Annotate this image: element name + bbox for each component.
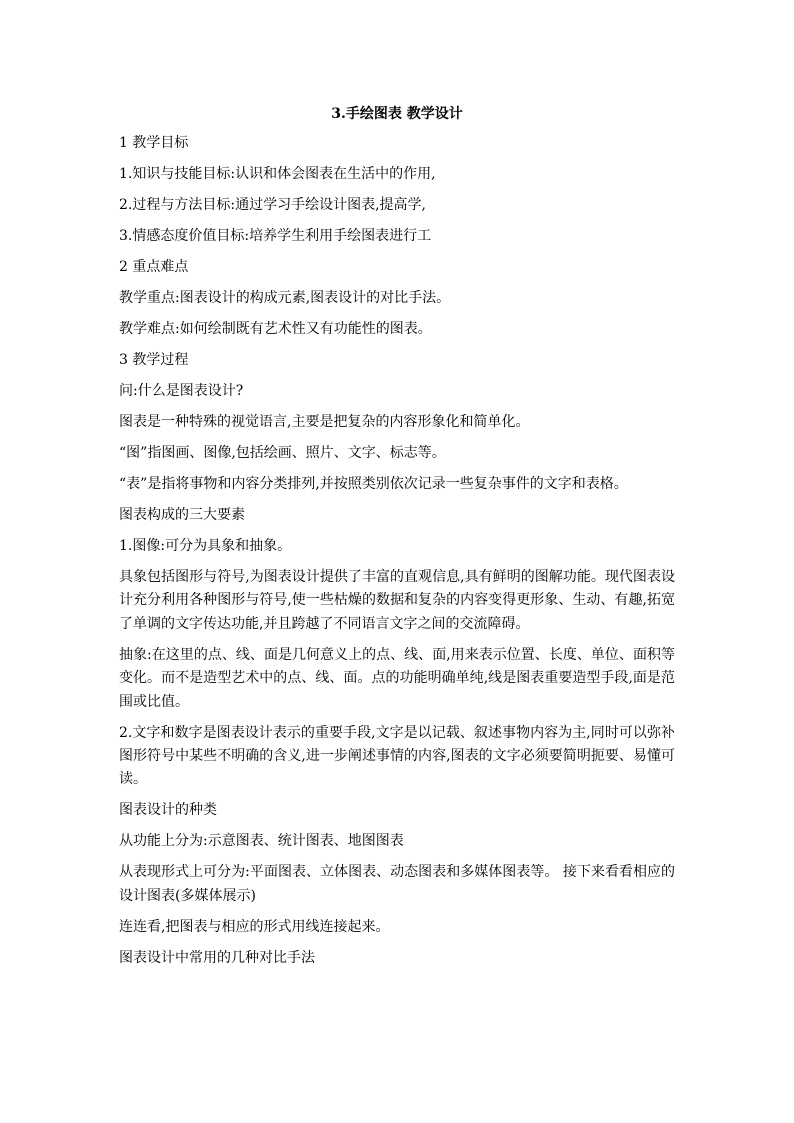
paragraph-concrete: 具象包括图形与符号,为图表设计提供了丰富的直观信息,具有鲜明的图解功能。现代图表设计充分利用各种图形与符号,使一些枯燥的数据和复杂的内容变得更形象、生动、有趣,拓宽了单调的文字传达功能,并且跨越了不同语言文字之间的交流障碍。 [119,569,675,632]
section-heading-process: 3 教学过程 [119,352,189,368]
paragraph-objective-knowledge: 1.知识与技能目标:认识和体会图表在生活中的作用, [119,166,436,182]
paragraph-question: 问:什么是图表设计? [119,383,244,399]
paragraph-matching-activity: 连连看,把图表与相应的形式用线连接起来。 [119,918,390,935]
section-heading-key-points: 2 重点难点 [119,259,189,275]
paragraph-abstract: 抽象:在这里的点、线、面是几何意义上的点、线、面,用来表示位置、长度、单位、面积等变化。而不是造型艺术中的点、线、面。点的功能明确单纯,线是图表重要造型手段,面是范围或比值。 [119,646,675,710]
paragraph-difficult-point: 教学难点:如何绘制既有艺术性又有功能性的图表。 [119,321,432,337]
paragraph-function-types: 从功能上分为:示意图表、统计图表、地图图表 [119,833,404,850]
document-page [119,104,675,978]
section-heading-objectives: 1 教学目标 [119,135,189,151]
section-heading-contrast-methods: 图表设计中常用的几种对比手法 [119,949,315,966]
paragraph-objective-process: 2.过程与方法目标:通过学习手绘设计图表,提高学, [119,197,426,213]
paragraph-biao-definition: “表”是指将事物和内容分类排列,并按照类别依次记录一些复杂事件的文字和表格。 [119,476,628,492]
document-title: 3.手绘图表 教学设计 [331,106,463,122]
paragraph-text-numbers: 2.文字和数字是图表设计表示的重要手段,文字是以记载、叙述事物内容为主,同时可以弥补图形符号中某些不明确的含义,进一步阐述事情的内容,图表的文字必须要简明扼要、易懂可读。 [119,724,675,788]
paragraph-tu-definition: “图”指图画、图像,包括绘画、照片、文字、标志等。 [119,445,446,461]
paragraph-image-element: 1.图像:可分为具象和抽象。 [119,538,292,554]
section-heading-three-elements: 图表构成的三大要素 [119,507,245,523]
paragraph-chart-definition: 图表是一种特殊的视觉语言,主要是把复杂的内容形象化和简单化。 [119,414,530,430]
section-heading-types: 图表设计的种类 [119,802,217,819]
paragraph-key-point: 教学重点:图表设计的构成元素,图表设计的对比手法。 [119,290,451,306]
paragraph-form-types: 从表现形式上可分为:平面图表、立体图表、动态图表和多媒体图表等。 接下来看看相应的设计图表(多媒体展示) [119,864,675,904]
paragraph-objective-emotion: 3.情感态度价值目标:培养学生利用手绘图表进行工 [119,228,432,244]
